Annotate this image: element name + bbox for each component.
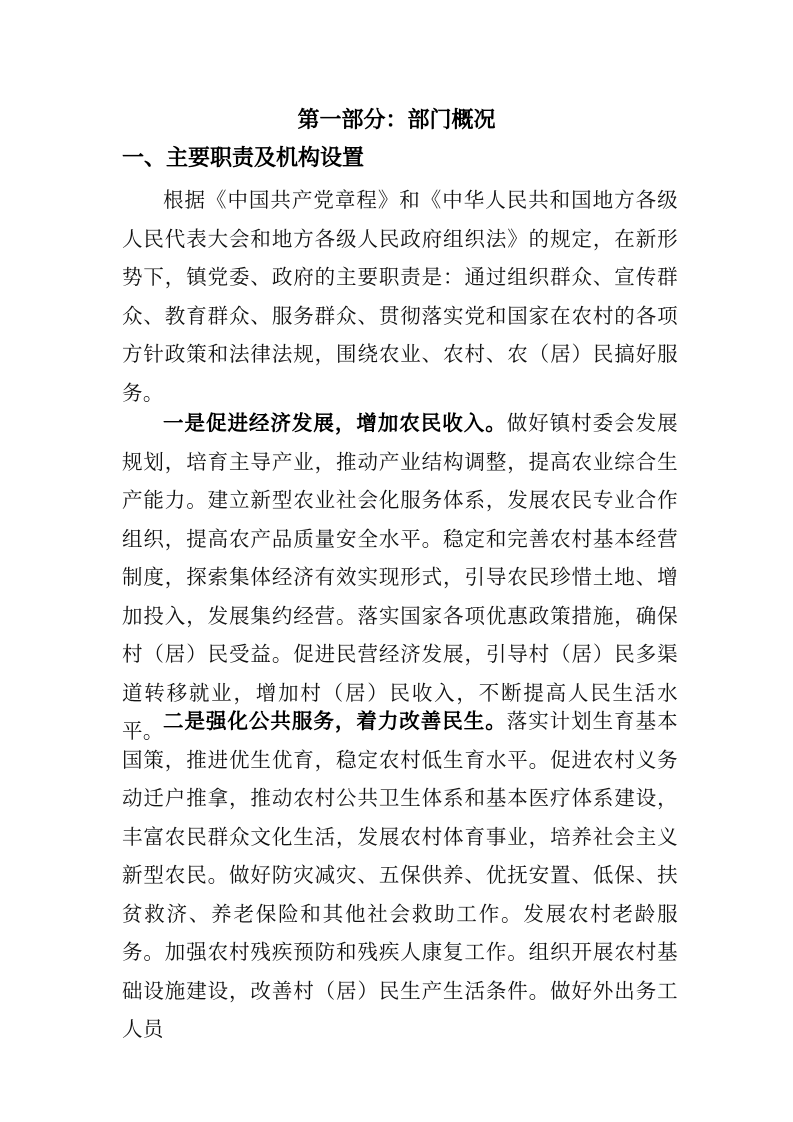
paragraph-text: 落实计划生育基本国策，推进优生优育，稳定农村低生育水平。促进农村义务动迁户推拿，推动农村公共卫生体系和基本医疗体系建设，丰富农民群众文化生活，发展农村体育事业，培养社会主义新型农民。做好防灾减灾、五保供养、优抚安置、低保、扶贫救济、养老保险和其他社会救助工作。发展农村老龄服务。加强农村残疾预防和残疾人康复工作。组织开展农村基础设施建设，改善村（居）民生产生活条件。做好外出务工人员 xyxy=(122,709,678,1041)
document-title: 第一部分：部门概况 xyxy=(297,108,496,133)
paragraph-economic-development xyxy=(122,404,678,751)
paragraph-responsibilities xyxy=(122,181,678,412)
paragraph-public-services xyxy=(122,702,678,1049)
paragraph-lead: 二是强化公共服务，着力改善民生。 xyxy=(163,709,507,733)
paragraph-text: 根据《中国共产党章程》和《中华人民共和国地方各级人民代表大会和地方各级人民政府组织法》的规定，在新形势下，镇党委、政府的主要职责是：通过组织群众、宣传群众、教育群众、服务群众、贯彻落实党和国家在农村的各项方针政策和法律法规，围绕农业、农村、农（居）民搞好服务。 xyxy=(122,188,678,405)
paragraph-lead: 一是促进经济发展，增加农民收入。 xyxy=(163,411,507,435)
paragraph-text: 做好镇村委会发展规划，培育主导产业，推动产业结构调整，提高农业综合生产能力。建立新型农业社会化服务体系，发展农民专业合作组织，提高农产品质量安全水平。稳定和完善农村基本经营制度，探索集体经济有效实现形式，引导农民珍惜土地、增加投入，发展集约经营。落实国家各项优惠政策措施，确保村（居）民受益。促进民营经济发展，引导村（居）民多渠道转移就业，增加村（居）民收入，不断提高人民生活水平。 xyxy=(122,411,678,743)
section-heading: 一、主要职责及机构设置 xyxy=(122,146,365,171)
